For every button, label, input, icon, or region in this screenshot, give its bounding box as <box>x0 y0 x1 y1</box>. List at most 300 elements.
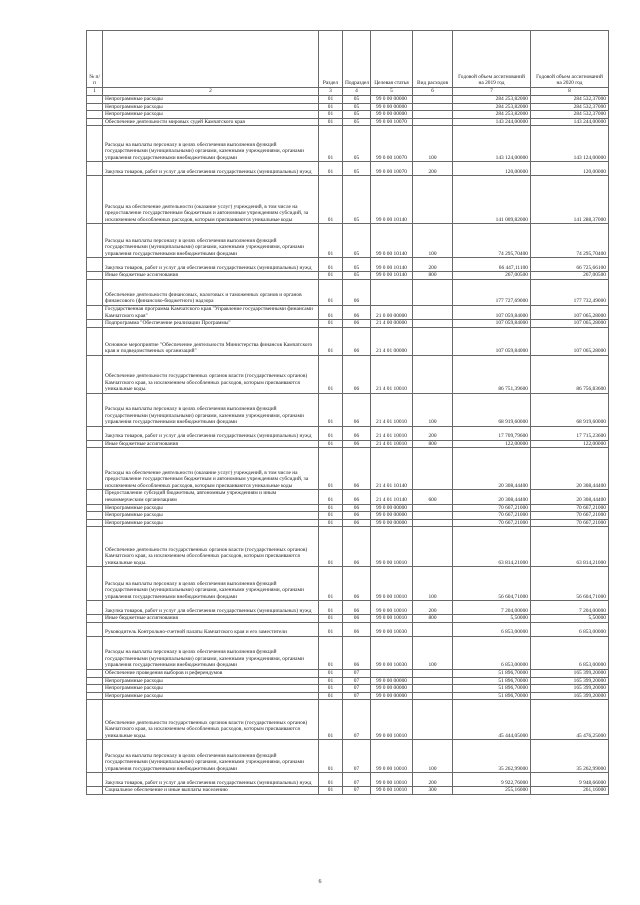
podrazdel-cell: 06 <box>343 327 371 355</box>
description-cell: Подпрограмма "Обеспечение реализации Программы" <box>103 320 319 328</box>
table-row <box>87 327 609 355</box>
razdel-cell: 01 <box>319 677 343 685</box>
razdel-cell: 01 <box>319 700 343 740</box>
header-cell-number: № п/п <box>87 31 103 88</box>
number-cell <box>87 327 103 355</box>
number-cell <box>87 305 103 319</box>
podrazdel-cell: 06 <box>343 448 371 490</box>
table-row <box>87 692 609 700</box>
amount-2019-cell: 35 262,99000 <box>453 740 531 773</box>
amount-2019-cell: 6 853,00000 <box>453 622 531 636</box>
amount-2020-cell: 70 667,21000 <box>531 519 609 527</box>
podrazdel-cell: 06 <box>343 440 371 448</box>
table-row <box>87 700 609 740</box>
razdel-cell: 01 <box>319 327 343 355</box>
amount-2020-cell: 122,00000 <box>531 440 609 448</box>
number-cell <box>87 440 103 448</box>
podrazdel-cell: 06 <box>343 615 371 623</box>
podrazdel-cell: 06 <box>343 519 371 527</box>
number-cell <box>87 787 103 795</box>
razdel-cell: 01 <box>319 176 343 224</box>
podrazdel-cell: 07 <box>343 692 371 700</box>
vid-cell <box>413 96 453 104</box>
amount-2020-cell: 86 756,83600 <box>531 355 609 393</box>
statya-cell: 99 0 00 00000 <box>371 519 413 527</box>
number-cell <box>87 279 103 305</box>
number-cell <box>87 685 103 693</box>
vid-cell: 200 <box>413 258 453 272</box>
number-cell <box>87 490 103 504</box>
vid-cell <box>413 118 453 126</box>
razdel-cell: 01 <box>319 440 343 448</box>
vid-cell: 100 <box>413 567 453 601</box>
statya-cell: 21 4 01 10140 <box>371 448 413 490</box>
amount-2020-cell: 165 399,20000 <box>531 677 609 685</box>
description-cell: Непрограммные расходы <box>103 512 319 520</box>
column-number: 6 <box>413 88 453 96</box>
vid-cell <box>413 700 453 740</box>
podrazdel-cell: 06 <box>343 567 371 601</box>
razdel-cell: 01 <box>319 692 343 700</box>
description-cell: Непрограммные расходы <box>103 103 319 111</box>
table-row <box>87 677 609 685</box>
razdel-cell: 01 <box>319 773 343 787</box>
budget-page <box>86 30 608 795</box>
number-cell <box>87 669 103 677</box>
razdel-cell: 01 <box>319 685 343 693</box>
amount-2020-cell: 261,16000 <box>531 787 609 795</box>
amount-2020-cell: 107 065,28000 <box>531 327 609 355</box>
description-cell: Закупка товаров, работ и услуг для обеспечения государственных (муниципальных) нужд <box>103 773 319 787</box>
amount-2020-cell: 143 124,00000 <box>531 126 609 162</box>
amount-2019-cell: 63 814,21000 <box>453 527 531 567</box>
table-row <box>87 504 609 512</box>
razdel-cell: 01 <box>319 393 343 426</box>
razdel-cell: 01 <box>319 567 343 601</box>
vid-cell: 600 <box>413 490 453 504</box>
razdel-cell: 01 <box>319 272 343 280</box>
vid-cell <box>413 305 453 319</box>
description-cell: Расходы на выплаты персоналу в целях обеспечения выполнения функций государственными (муниципальными) органами, казенными учреждениями, органами управления государственными внебюджетными фондами <box>103 126 319 162</box>
amount-2020-cell: 70 667,21000 <box>531 504 609 512</box>
vid-cell <box>413 504 453 512</box>
table-row <box>87 355 609 393</box>
number-cell <box>87 504 103 512</box>
description-cell: Расходы на обеспечение деятельности (оказание услуг) учреждений, в том числе на предоставление государственным бюджетным и автономным учреждениям субсидий, за исключением обособленных расходов, которым присваиваются уникальные коды <box>103 176 319 224</box>
page-number: 6 <box>318 879 322 885</box>
amount-2019-cell: 141 009,82000 <box>453 176 531 224</box>
amount-2020-cell: 267,00500 <box>531 272 609 280</box>
table-header-row <box>87 31 609 88</box>
table-row <box>87 615 609 623</box>
table-row <box>87 96 609 104</box>
amount-2020-cell: 165 399,20000 <box>531 692 609 700</box>
vid-cell <box>413 327 453 355</box>
podrazdel-cell: 06 <box>343 504 371 512</box>
description-cell: Иные бюджетные ассигнования <box>103 615 319 623</box>
number-cell <box>87 162 103 176</box>
description-cell: Непрограммные расходы <box>103 96 319 104</box>
vid-cell <box>413 677 453 685</box>
amount-2019-cell: 107 059,84000 <box>453 327 531 355</box>
vid-cell <box>413 176 453 224</box>
description-cell: Непрограммные расходы <box>103 692 319 700</box>
razdel-cell: 01 <box>319 355 343 393</box>
vid-cell <box>413 448 453 490</box>
amount-2019-cell: 255,16000 <box>453 787 531 795</box>
description-cell: Расходы на выплаты персоналу в целях обеспечения выполнения функций государственными (муниципальными) органами, казенными учреждениями, органами управления государственными внебюджетными фондами <box>103 567 319 601</box>
podrazdel-cell: 06 <box>343 527 371 567</box>
vid-cell <box>413 320 453 328</box>
razdel-cell: 01 <box>319 111 343 119</box>
table-row <box>87 393 609 426</box>
razdel-cell: 01 <box>319 224 343 258</box>
podrazdel-cell: 06 <box>343 355 371 393</box>
statya-cell: 99 0 00 00000 <box>371 96 413 104</box>
number-cell <box>87 393 103 426</box>
vid-cell <box>413 512 453 520</box>
podrazdel-cell: 05 <box>343 176 371 224</box>
column-number-row <box>87 88 609 96</box>
amount-2019-cell: 45 444,05000 <box>453 700 531 740</box>
header-cell-2019: Годовой объем ассигнований на 2019 год <box>453 31 531 88</box>
amount-2019-cell: 56 604,71000 <box>453 567 531 601</box>
vid-cell: 100 <box>413 126 453 162</box>
description-cell: Обеспечение деятельности государственных органов власти (государственных органов) Камчатского края, за исключением обособленных расходов, которым присваиваются уникальные коды. <box>103 700 319 740</box>
statya-cell: 99 0 00 10010 <box>371 700 413 740</box>
podrazdel-cell: 05 <box>343 103 371 111</box>
vid-cell <box>413 669 453 677</box>
description-cell: Обеспечение деятельности мировых судей Камчатского края <box>103 118 319 126</box>
amount-2020-cell: 17 715,23600 <box>531 426 609 440</box>
podrazdel-cell: 05 <box>343 224 371 258</box>
number-cell <box>87 126 103 162</box>
amount-2020-cell: 56 604,71000 <box>531 567 609 601</box>
podrazdel-cell: 05 <box>343 126 371 162</box>
header-cell-podrazdel: Подраздел <box>343 31 371 88</box>
amount-2019-cell: 51 896,70000 <box>453 677 531 685</box>
amount-2019-cell: 74 295,70400 <box>453 224 531 258</box>
table-row <box>87 685 609 693</box>
razdel-cell: 01 <box>319 96 343 104</box>
table-row <box>87 126 609 162</box>
table-row <box>87 272 609 280</box>
table-row <box>87 773 609 787</box>
column-number: 8 <box>531 88 609 96</box>
vid-cell: 100 <box>413 224 453 258</box>
description-cell: Предоставление субсидий бюджетным, автономным учреждениям и иным некоммерческим организациям <box>103 490 319 504</box>
vid-cell: 800 <box>413 272 453 280</box>
amount-2019-cell: 66 447,11100 <box>453 258 531 272</box>
table-row <box>87 305 609 319</box>
statya-cell: 99 0 00 10030 <box>371 622 413 636</box>
number-cell <box>87 111 103 119</box>
vid-cell <box>413 111 453 119</box>
amount-2019-cell: 86 751,39600 <box>453 355 531 393</box>
table-row <box>87 258 609 272</box>
description-cell: Расходы на выплаты персоналу в целях обеспечения выполнения функций государственными (муниципальными) органами, казенными учреждениями, органами управления государственными внебюджетными фондами <box>103 636 319 669</box>
table-row <box>87 176 609 224</box>
statya-cell: 99 0 00 00000 <box>371 103 413 111</box>
podrazdel-cell: 06 <box>343 636 371 669</box>
amount-2019-cell: 9 922,76000 <box>453 773 531 787</box>
description-cell: Основное мероприятие "Обеспечение деятельности Министерства финансов Камчатского края и подведомственных организаций" <box>103 327 319 355</box>
vid-cell <box>413 279 453 305</box>
razdel-cell: 01 <box>319 636 343 669</box>
razdel-cell: 01 <box>319 162 343 176</box>
vid-cell: 200 <box>413 162 453 176</box>
podrazdel-cell: 06 <box>343 305 371 319</box>
number-cell <box>87 601 103 615</box>
amount-2020-cell: 177 732,49000 <box>531 279 609 305</box>
razdel-cell: 01 <box>319 118 343 126</box>
amount-2020-cell: 107 065,28000 <box>531 305 609 319</box>
description-cell: Государственная программа Камчатского края "Управление государственными финансами Камчатского края" <box>103 305 319 319</box>
number-cell <box>87 519 103 527</box>
amount-2019-cell: 20 308,44400 <box>453 448 531 490</box>
description-cell: Руководитель Контрольно-счетной палаты Камчатского края и его заместители <box>103 622 319 636</box>
table-row <box>87 103 609 111</box>
header-cell-statya: Целевая статья <box>371 31 413 88</box>
amount-2019-cell: 284 253,82000 <box>453 111 531 119</box>
number-cell <box>87 103 103 111</box>
razdel-cell: 01 <box>319 103 343 111</box>
header-cell-name <box>103 31 319 88</box>
table-row <box>87 490 609 504</box>
number-cell <box>87 320 103 328</box>
table-row <box>87 787 609 795</box>
description-cell: Расходы на обеспечение деятельности (оказание услуг) учреждений, в том числе на предоставление государственным бюджетным и автономным учреждениям субсидий, за исключением обособленных расходов, которым присваиваются уникальные коды <box>103 448 319 490</box>
statya-cell: 99 0 00 10010 <box>371 773 413 787</box>
statya-cell: 99 0 00 10010 <box>371 787 413 795</box>
razdel-cell: 01 <box>319 601 343 615</box>
amount-2020-cell: 45 476,25000 <box>531 700 609 740</box>
description-cell: Закупка товаров, работ и услуг для обеспечения государственных (муниципальных) нужд <box>103 162 319 176</box>
statya-cell: 21 4 01 10010 <box>371 426 413 440</box>
number-cell <box>87 355 103 393</box>
statya-cell: 99 0 00 10070 <box>371 118 413 126</box>
amount-2020-cell: 165 399,20000 <box>531 685 609 693</box>
description-cell: Расходы на выплаты персоналу в целях обеспечения выполнения функций государственными (муниципальными) органами, казенными учреждениями, органами управления государственными внебюджетными фондами <box>103 393 319 426</box>
table-row <box>87 224 609 258</box>
number-cell <box>87 615 103 623</box>
razdel-cell: 01 <box>319 426 343 440</box>
vid-cell: 200 <box>413 601 453 615</box>
amount-2020-cell: 7 204,00000 <box>531 601 609 615</box>
statya-cell: 99 0 00 00000 <box>371 677 413 685</box>
vid-cell <box>413 519 453 527</box>
column-number: 7 <box>453 88 531 96</box>
amount-2020-cell: 68 919,60000 <box>531 393 609 426</box>
number-cell <box>87 258 103 272</box>
razdel-cell: 01 <box>319 305 343 319</box>
podrazdel-cell: 05 <box>343 118 371 126</box>
table-row <box>87 440 609 448</box>
header-cell-2020: Годовой объем ассигнований на 2020 год <box>531 31 609 88</box>
podrazdel-cell: 05 <box>343 272 371 280</box>
column-number: 3 <box>319 88 343 96</box>
statya-cell: 99 0 00 10010 <box>371 740 413 773</box>
statya-cell: 99 0 00 10010 <box>371 601 413 615</box>
number-cell <box>87 622 103 636</box>
statya-cell: 99 0 00 00000 <box>371 512 413 520</box>
amount-2019-cell: 120,00000 <box>453 162 531 176</box>
statya-cell: 21 4 00 00000 <box>371 320 413 328</box>
razdel-cell: 01 <box>319 448 343 490</box>
razdel-cell: 01 <box>319 669 343 677</box>
podrazdel-cell: 05 <box>343 96 371 104</box>
number-cell <box>87 567 103 601</box>
number-cell <box>87 677 103 685</box>
table-row <box>87 622 609 636</box>
amount-2020-cell: 120,00000 <box>531 162 609 176</box>
table-row <box>87 519 609 527</box>
number-cell <box>87 426 103 440</box>
statya-cell: 99 0 00 10140 <box>371 224 413 258</box>
amount-2019-cell: 17 709,79600 <box>453 426 531 440</box>
amount-2019-cell: 143 124,00000 <box>453 126 531 162</box>
statya-cell: 99 0 00 10140 <box>371 176 413 224</box>
number-cell <box>87 636 103 669</box>
statya-cell: 21 0 00 00000 <box>371 305 413 319</box>
vid-cell <box>413 103 453 111</box>
amount-2020-cell: 74 295,70400 <box>531 224 609 258</box>
amount-2019-cell: 6 853,00000 <box>453 636 531 669</box>
statya-cell: 99 0 00 10070 <box>371 126 413 162</box>
description-cell: Закупка товаров, работ и услуг для обеспечения государственных (муниципальных) нужд <box>103 426 319 440</box>
description-cell: Непрограммные расходы <box>103 519 319 527</box>
amount-2019-cell: 68 919,60000 <box>453 393 531 426</box>
amount-2019-cell: 177 727,69000 <box>453 279 531 305</box>
column-number: 4 <box>343 88 371 96</box>
description-cell: Непрограммные расходы <box>103 504 319 512</box>
amount-2020-cell: 6 853,00000 <box>531 636 609 669</box>
statya-cell: 21 4 01 10010 <box>371 393 413 426</box>
amount-2020-cell: 20 308,44400 <box>531 490 609 504</box>
table-row <box>87 320 609 328</box>
number-cell <box>87 527 103 567</box>
vid-cell <box>413 685 453 693</box>
description-cell: Расходы на выплаты персоналу в целях обеспечения выполнения функций государственными (муниципальными) органами, казенными учреждениями, органами управления государственными внебюджетными фондами <box>103 740 319 773</box>
razdel-cell: 01 <box>319 126 343 162</box>
table-row <box>87 567 609 601</box>
podrazdel-cell: 06 <box>343 490 371 504</box>
description-cell: Обеспечение деятельности государственных органов власти (государственных органов) Камчатского края, за исключением обособленных расходов, которым присваиваются уникальные коды. <box>103 355 319 393</box>
vid-cell <box>413 622 453 636</box>
statya-cell: 21 4 01 10140 <box>371 490 413 504</box>
table-row <box>87 111 609 119</box>
number-cell <box>87 224 103 258</box>
amount-2020-cell: 165 399,20000 <box>531 669 609 677</box>
header-cell-razdel: Раздел <box>319 31 343 88</box>
number-cell <box>87 773 103 787</box>
description-cell: Непрограммные расходы <box>103 111 319 119</box>
razdel-cell: 01 <box>319 258 343 272</box>
column-number: 2 <box>103 88 319 96</box>
razdel-cell: 01 <box>319 512 343 520</box>
razdel-cell: 01 <box>319 787 343 795</box>
number-cell <box>87 176 103 224</box>
podrazdel-cell: 05 <box>343 258 371 272</box>
statya-cell <box>371 279 413 305</box>
razdel-cell: 01 <box>319 622 343 636</box>
amount-2020-cell: 141 288,37000 <box>531 176 609 224</box>
amount-2020-cell: 35 262,99000 <box>531 740 609 773</box>
amount-2020-cell: 107 065,28000 <box>531 320 609 328</box>
amount-2019-cell: 107 059,84000 <box>453 320 531 328</box>
description-cell: Закупка товаров, работ и услуг для обеспечения государственных (муниципальных) нужд <box>103 258 319 272</box>
amount-2019-cell: 284 253,82000 <box>453 103 531 111</box>
statya-cell: 99 0 00 00000 <box>371 692 413 700</box>
statya-cell: 21 4 01 10010 <box>371 440 413 448</box>
statya-cell: 99 0 00 10010 <box>371 615 413 623</box>
description-cell: Обеспечение деятельности государственных органов власти (государственных органов) Камчатского края, за исключением обособленных расходов, которым присваиваются уникальные коды. <box>103 527 319 567</box>
number-cell <box>87 448 103 490</box>
table-row <box>87 448 609 490</box>
razdel-cell: 01 <box>319 320 343 328</box>
vid-cell: 100 <box>413 740 453 773</box>
description-cell: Социальное обеспечение и иные выплаты населению <box>103 787 319 795</box>
podrazdel-cell: 07 <box>343 787 371 795</box>
podrazdel-cell: 07 <box>343 773 371 787</box>
statya-cell: 99 0 00 00000 <box>371 111 413 119</box>
statya-cell: 99 0 00 10140 <box>371 258 413 272</box>
amount-2019-cell: 284 253,82000 <box>453 96 531 104</box>
statya-cell: 99 0 00 00000 <box>371 685 413 693</box>
razdel-cell: 01 <box>319 504 343 512</box>
amount-2020-cell: 9 948,66000 <box>531 773 609 787</box>
column-number: 5 <box>371 88 413 96</box>
table-row <box>87 426 609 440</box>
description-cell: Непрограммные расходы <box>103 677 319 685</box>
table-row <box>87 601 609 615</box>
amount-2020-cell: 66 725,66100 <box>531 258 609 272</box>
number-cell <box>87 272 103 280</box>
podrazdel-cell: 06 <box>343 320 371 328</box>
number-cell <box>87 692 103 700</box>
number-cell <box>87 700 103 740</box>
podrazdel-cell: 07 <box>343 677 371 685</box>
razdel-cell: 01 <box>319 740 343 773</box>
amount-2019-cell: 70 667,21000 <box>453 519 531 527</box>
amount-2020-cell: 143 244,00000 <box>531 118 609 126</box>
description-cell: Иные бюджетные ассигнования <box>103 440 319 448</box>
number-cell <box>87 118 103 126</box>
razdel-cell: 01 <box>319 519 343 527</box>
podrazdel-cell: 06 <box>343 601 371 615</box>
table-row <box>87 512 609 520</box>
table-row <box>87 162 609 176</box>
statya-cell: 99 0 00 10140 <box>371 272 413 280</box>
statya-cell: 99 0 00 00000 <box>371 504 413 512</box>
statya-cell: 99 0 00 10010 <box>371 567 413 601</box>
description-cell: Иные бюджетные ассигнования <box>103 272 319 280</box>
header-cell-vid: Вид расходов <box>413 31 453 88</box>
amount-2019-cell: 267,00500 <box>453 272 531 280</box>
statya-cell: 99 0 00 10010 <box>371 527 413 567</box>
vid-cell: 200 <box>413 426 453 440</box>
razdel-cell: 01 <box>319 490 343 504</box>
amount-2020-cell: 70 667,21000 <box>531 512 609 520</box>
statya-cell: 21 4 01 10010 <box>371 355 413 393</box>
podrazdel-cell: 05 <box>343 162 371 176</box>
amount-2019-cell: 70 667,21000 <box>453 512 531 520</box>
column-number: 1 <box>87 88 103 96</box>
podrazdel-cell: 06 <box>343 426 371 440</box>
table-row <box>87 118 609 126</box>
vid-cell: 100 <box>413 393 453 426</box>
statya-cell <box>371 669 413 677</box>
